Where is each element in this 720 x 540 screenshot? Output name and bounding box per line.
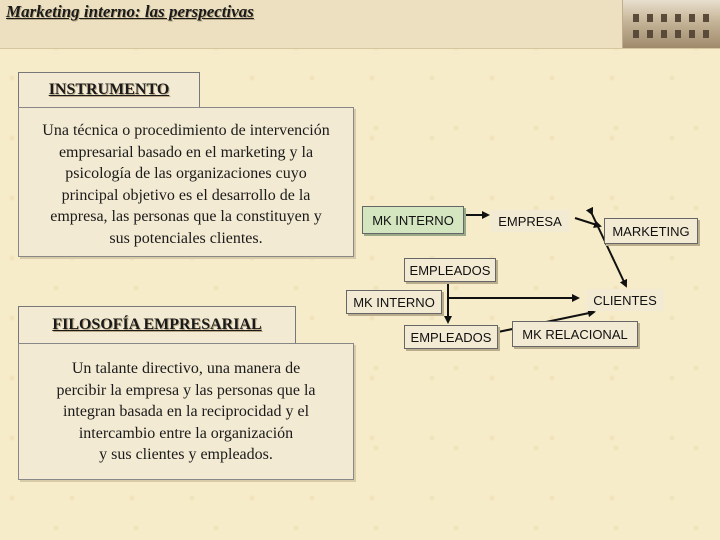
instrumento-line: principal objetivo es el desarrollo de la (61, 186, 311, 204)
mk-interno-box: MK INTERNO (362, 206, 464, 234)
filosofia-line: y sus clientes y empleados. (99, 446, 273, 463)
filosofia-line: integran basada en la reciprocidad y el (62, 403, 310, 420)
filosofia-tab: FILOSOFÍA EMPRESARIAL (18, 306, 296, 344)
instrumento-line: sus potenciales clientes. (109, 229, 263, 247)
instrumento-line: Una técnica o procedimiento de intervención (42, 122, 330, 139)
empresa-label: EMPRESA (490, 210, 570, 232)
mk-interno-label-2: MK INTERNO (346, 290, 442, 314)
empleados-label-2: EMPLEADOS (404, 325, 498, 349)
filosofia-line: percibir la empresa y las personas que la (56, 381, 316, 399)
mk-relacional-label: MK RELACIONAL (512, 321, 638, 347)
marketing-label: MARKETING (604, 218, 698, 244)
filosofia-line: Un talante directivo, una manera de (71, 360, 301, 377)
instrumento-line: empresa, las personas que la constituyen y (50, 208, 322, 225)
instrumento-tab: INSTRUMENTO (18, 72, 200, 108)
clientes-label: CLIENTES (586, 289, 664, 311)
instrumento-line: psicología de las organizaciones cuyo (65, 165, 307, 182)
filosofia-line: intercambio entre la organización (78, 424, 294, 442)
empleados-label-1: EMPLEADOS (404, 258, 496, 282)
slide-title: Marketing interno: las perspectivas (6, 2, 254, 21)
instrumento-line: empresarial basado en el marketing y la (58, 143, 314, 161)
